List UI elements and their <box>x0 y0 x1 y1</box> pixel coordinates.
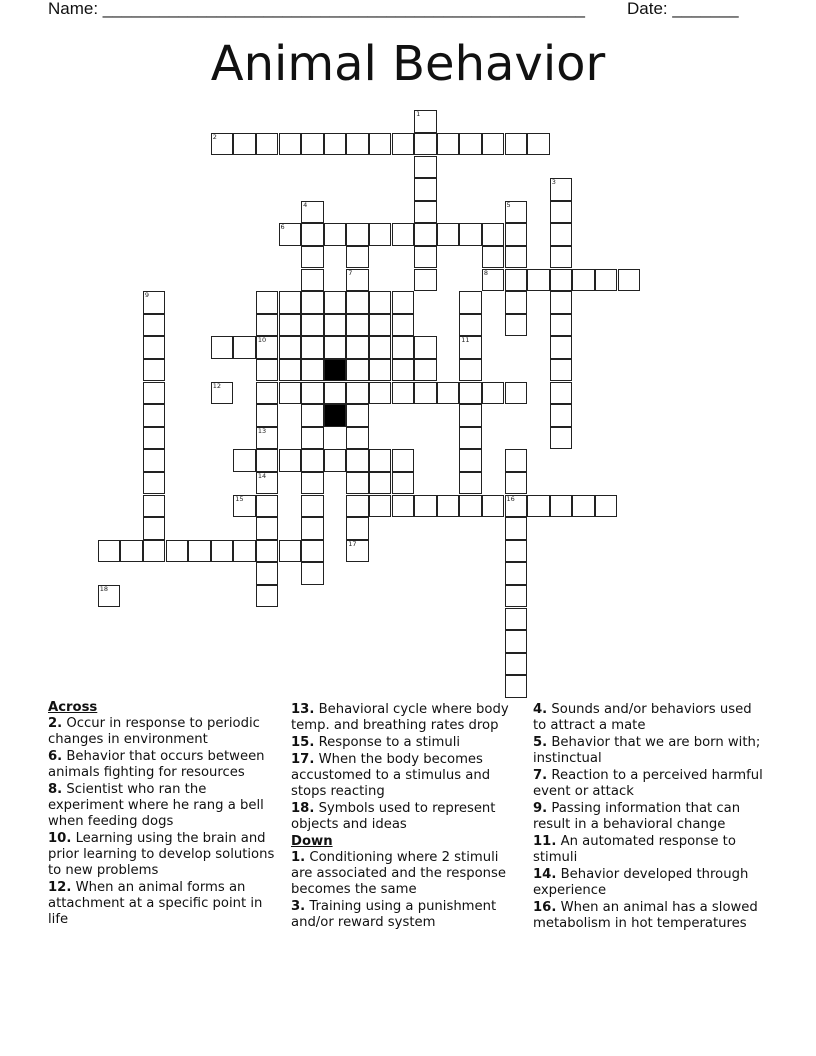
clue-number-label: 7. <box>533 768 548 783</box>
clue-number-label: 6. <box>48 749 63 764</box>
crossword-cell[interactable] <box>550 246 573 269</box>
crossword-cell[interactable] <box>301 540 324 563</box>
crossword-cell[interactable] <box>279 133 302 156</box>
crossword-cell[interactable] <box>482 269 505 292</box>
crossword-cell[interactable] <box>301 314 324 337</box>
crossword-cell[interactable] <box>346 269 369 292</box>
crossword-cell[interactable] <box>437 382 460 405</box>
clue-number-label: 15. <box>291 735 315 750</box>
clue-column-2 <box>291 702 523 932</box>
crossword-cell[interactable] <box>279 359 302 382</box>
clue-item <box>291 735 523 751</box>
clue-item <box>291 801 523 833</box>
clue-text: Passing information that can result in a behavioral change <box>533 801 741 832</box>
crossword-cell[interactable] <box>346 449 369 472</box>
crossword-cell[interactable] <box>279 314 302 337</box>
clue-number: 2 <box>212 132 217 141</box>
clue-text: Conditioning where 2 stimuli are associated and the response becomes the same <box>291 850 506 897</box>
crossword-cell[interactable] <box>324 314 347 337</box>
clue-item <box>291 850 523 898</box>
crossword-cell[interactable] <box>414 359 437 382</box>
crossword-cell[interactable] <box>505 314 528 337</box>
crossword-cell[interactable] <box>211 133 234 156</box>
crossword-cell[interactable] <box>256 495 279 518</box>
clue-item <box>533 702 765 734</box>
clue-item <box>291 702 523 734</box>
crossword-cell[interactable] <box>143 359 166 382</box>
clue-item <box>533 768 765 800</box>
clue-text: Learning using the brain and prior learning to develop solutions to new problems <box>48 831 275 878</box>
clue-item <box>533 801 765 833</box>
across-clue-list-continued <box>291 702 523 833</box>
crossword-cell[interactable] <box>505 201 528 224</box>
crossword-cell[interactable] <box>256 382 279 405</box>
clue-text: When the body becomes accustomed to a stimulus and stops reacting <box>291 752 491 799</box>
crossword-cell[interactable] <box>414 223 437 246</box>
crossword-cell[interactable] <box>392 223 415 246</box>
crossword-cell[interactable] <box>527 269 550 292</box>
crossword-cell[interactable] <box>301 291 324 314</box>
clue-number: 13 <box>257 426 267 435</box>
crossword-cell[interactable] <box>211 382 234 405</box>
crossword-cell[interactable] <box>324 359 347 382</box>
crossword-cell[interactable] <box>256 585 279 608</box>
crossword-cell[interactable] <box>301 133 324 156</box>
crossword-cell[interactable] <box>346 223 369 246</box>
crossword-cell[interactable] <box>256 472 279 495</box>
crossword-cell[interactable] <box>256 133 279 156</box>
crossword-cell[interactable] <box>279 540 302 563</box>
clue-item <box>291 752 523 800</box>
crossword-cell[interactable] <box>459 336 482 359</box>
name-line[interactable]: Name: ___________________________________________________ <box>48 0 585 18</box>
date-line[interactable]: Date: _______ <box>627 0 739 18</box>
crossword-cell[interactable] <box>369 495 392 518</box>
crossword-cell[interactable] <box>301 495 324 518</box>
clue-column-1 <box>48 700 280 929</box>
crossword-cell[interactable] <box>550 178 573 201</box>
crossword-cell[interactable] <box>392 359 415 382</box>
crossword-cell[interactable] <box>279 336 302 359</box>
crossword-cell[interactable] <box>505 472 528 495</box>
crossword-cell[interactable] <box>414 156 437 179</box>
clue-number-label: 16. <box>533 900 557 915</box>
clue-number-label: 13. <box>291 702 315 717</box>
crossword-cell[interactable] <box>233 495 256 518</box>
crossword-cell[interactable] <box>505 675 528 698</box>
crossword-cell[interactable] <box>414 178 437 201</box>
crossword-cell[interactable] <box>459 291 482 314</box>
crossword-cell[interactable] <box>505 517 528 540</box>
crossword-cell[interactable] <box>301 449 324 472</box>
crossword-cell[interactable] <box>369 223 392 246</box>
crossword-cell[interactable] <box>346 133 369 156</box>
crossword-cell[interactable] <box>143 517 166 540</box>
crossword-cell[interactable] <box>482 133 505 156</box>
clue-text: Training using a punishment and/or reward system <box>291 899 497 930</box>
crossword-cell[interactable] <box>482 223 505 246</box>
crossword-cell[interactable] <box>301 246 324 269</box>
crossword-cell[interactable] <box>279 223 302 246</box>
clue-number-label: 1. <box>291 850 306 865</box>
clue-number: 14 <box>257 471 267 480</box>
clue-item <box>48 782 280 830</box>
crossword-cell[interactable] <box>324 449 347 472</box>
clue-number: 7 <box>348 268 353 277</box>
clue-text: Sounds and/or behaviors used to attract a mate <box>533 702 752 733</box>
crossword-cell[interactable] <box>346 427 369 450</box>
crossword-cell[interactable] <box>505 608 528 631</box>
crossword-cell[interactable] <box>505 630 528 653</box>
crossword-cell[interactable] <box>550 427 573 450</box>
clue-number-label: 5. <box>533 735 548 750</box>
crossword-cell[interactable] <box>505 223 528 246</box>
crossword-cell[interactable] <box>346 382 369 405</box>
crossword-cell[interactable] <box>572 495 595 518</box>
crossword-cell[interactable] <box>550 495 573 518</box>
clue-item <box>48 831 280 879</box>
crossword-cell[interactable] <box>256 336 279 359</box>
crossword-cell[interactable] <box>233 540 256 563</box>
crossword-cell[interactable] <box>301 562 324 585</box>
crossword-cell[interactable] <box>459 472 482 495</box>
crossword-cell[interactable] <box>459 314 482 337</box>
crossword-cell[interactable] <box>256 314 279 337</box>
crossword-cell[interactable] <box>437 495 460 518</box>
crossword-cell[interactable] <box>346 472 369 495</box>
across-clue-list <box>48 716 280 928</box>
clue-number-label: 8. <box>48 782 63 797</box>
crossword-cell[interactable] <box>346 246 369 269</box>
clue-text: An automated response to stimuli <box>533 834 736 865</box>
crossword-cell[interactable] <box>527 495 550 518</box>
crossword-cell[interactable] <box>550 382 573 405</box>
clue-text: When an animal has a slowed metabolism in hot temperatures <box>533 900 758 931</box>
crossword-cell[interactable] <box>346 495 369 518</box>
crossword-cell[interactable] <box>98 585 121 608</box>
clue-number-label: 2. <box>48 716 63 731</box>
crossword-cell[interactable] <box>550 359 573 382</box>
crossword-cell[interactable] <box>482 382 505 405</box>
crossword-cell[interactable] <box>505 269 528 292</box>
crossword-cell[interactable] <box>505 246 528 269</box>
crossword-cell[interactable] <box>143 336 166 359</box>
crossword-cell[interactable] <box>120 540 143 563</box>
crossword-cell[interactable] <box>166 540 189 563</box>
crossword-cell[interactable] <box>414 133 437 156</box>
crossword-cell[interactable] <box>211 336 234 359</box>
crossword-cell[interactable] <box>459 427 482 450</box>
crossword-cell[interactable] <box>324 291 347 314</box>
crossword-cell[interactable] <box>324 223 347 246</box>
clue-item <box>533 834 765 866</box>
crossword-cell[interactable] <box>143 449 166 472</box>
crossword-cell[interactable] <box>482 495 505 518</box>
crossword-cell[interactable] <box>392 495 415 518</box>
crossword-cell[interactable] <box>459 404 482 427</box>
clue-item <box>48 716 280 748</box>
crossword-cell[interactable] <box>256 404 279 427</box>
crossword-cell[interactable] <box>143 540 166 563</box>
crossword-cell[interactable] <box>143 427 166 450</box>
clue-item <box>533 735 765 767</box>
crossword-cell[interactable] <box>98 540 121 563</box>
clue-text: Symbols used to represent objects and ideas <box>291 801 496 832</box>
crossword-cell[interactable] <box>550 314 573 337</box>
crossword-cell[interactable] <box>505 291 528 314</box>
crossword-cell[interactable] <box>369 314 392 337</box>
clue-number: 16 <box>506 494 515 503</box>
crossword-cell[interactable] <box>369 133 392 156</box>
crossword-cell[interactable] <box>369 449 392 472</box>
crossword-cell[interactable] <box>346 359 369 382</box>
crossword-cell[interactable] <box>279 449 302 472</box>
crossword-cell[interactable] <box>346 517 369 540</box>
crossword-cell[interactable] <box>414 495 437 518</box>
clue-number: 15 <box>235 494 244 503</box>
crossword-cell[interactable] <box>392 449 415 472</box>
clue-text: Behavior developed through experience <box>533 867 749 898</box>
crossword-cell[interactable] <box>414 110 437 133</box>
crossword-cell[interactable] <box>437 133 460 156</box>
crossword-cell[interactable] <box>392 133 415 156</box>
crossword-cell[interactable] <box>505 382 528 405</box>
crossword-cell[interactable] <box>143 382 166 405</box>
crossword-cell[interactable] <box>324 133 347 156</box>
clue-text: Reaction to a perceived harmful event or attack <box>533 768 763 799</box>
crossword-cell[interactable] <box>369 291 392 314</box>
crossword-cell[interactable] <box>256 291 279 314</box>
clue-number-label: 9. <box>533 801 548 816</box>
crossword-cell[interactable] <box>437 223 460 246</box>
crossword-cell[interactable] <box>618 269 641 292</box>
crossword-cell[interactable] <box>550 223 573 246</box>
clue-number-label: 11. <box>533 834 557 849</box>
clue-number-label: 18. <box>291 801 315 816</box>
crossword-cell[interactable] <box>459 133 482 156</box>
crossword-cell[interactable] <box>572 269 595 292</box>
crossword-cell[interactable] <box>279 382 302 405</box>
clue-item <box>533 867 765 899</box>
crossword-cell[interactable] <box>301 472 324 495</box>
crossword-cell[interactable] <box>459 223 482 246</box>
crossword-cell[interactable] <box>550 336 573 359</box>
crossword-cell[interactable] <box>301 427 324 450</box>
crossword-cell[interactable] <box>324 336 347 359</box>
crossword-cell[interactable] <box>392 382 415 405</box>
clue-number: 3 <box>551 178 556 187</box>
crossword-cell[interactable] <box>505 449 528 472</box>
crossword-cell[interactable] <box>301 404 324 427</box>
crossword-cell[interactable] <box>301 269 324 292</box>
page-title: Animal Behavior <box>210 36 606 92</box>
crossword-cell[interactable] <box>505 585 528 608</box>
crossword-cell[interactable] <box>143 495 166 518</box>
down-clue-list-continued <box>533 702 765 932</box>
crossword-cell[interactable] <box>324 382 347 405</box>
crossword-cell[interactable] <box>550 291 573 314</box>
clue-number: 10 <box>257 336 267 345</box>
down-clue-list <box>291 850 523 931</box>
crossword-cell[interactable] <box>143 472 166 495</box>
crossword-cell[interactable] <box>392 336 415 359</box>
crossword-cell[interactable] <box>346 314 369 337</box>
crossword-cell[interactable] <box>459 449 482 472</box>
crossword-cell[interactable] <box>595 269 618 292</box>
clue-text: Behavior that we are born with; instinctual <box>533 735 761 766</box>
clue-number-label: 4. <box>533 702 548 717</box>
clue-number: 8 <box>483 268 489 277</box>
clue-number: 4 <box>303 200 308 209</box>
clue-number: 18 <box>99 584 108 593</box>
crossword-cell[interactable] <box>505 495 528 518</box>
crossword-cell[interactable] <box>369 472 392 495</box>
crossword-cell[interactable] <box>392 314 415 337</box>
crossword-cell[interactable] <box>595 495 618 518</box>
crossword-cell[interactable] <box>459 495 482 518</box>
clue-text: Response to a stimuli <box>314 735 461 750</box>
crossword-cell[interactable] <box>346 291 369 314</box>
crossword-cell[interactable] <box>505 133 528 156</box>
crossword-cell[interactable] <box>301 223 324 246</box>
crossword-cell[interactable] <box>256 427 279 450</box>
clue-text: Behavior that occurs between animals fighting for resources <box>48 749 265 780</box>
crossword-cell[interactable] <box>256 359 279 382</box>
crossword-cell[interactable] <box>233 133 256 156</box>
crossword-cell[interactable] <box>414 269 437 292</box>
crossword-cell[interactable] <box>392 472 415 495</box>
crossword-cell[interactable] <box>369 336 392 359</box>
clue-number: 9 <box>144 291 150 300</box>
crossword-cell[interactable] <box>301 336 324 359</box>
clue-item <box>48 749 280 781</box>
clue-text: Occur in response to periodic changes in environment <box>48 716 260 747</box>
crossword-cell[interactable] <box>369 382 392 405</box>
clue-item <box>291 899 523 931</box>
crossword-cell[interactable] <box>369 359 392 382</box>
crossword-cell[interactable] <box>279 291 302 314</box>
clue-number-label: 12. <box>48 880 72 895</box>
clue-text: When an animal forms an attachment at a specific point in life <box>48 880 263 927</box>
clue-number-label: 14. <box>533 867 557 882</box>
clue-item <box>533 900 765 932</box>
clue-number-label: 17. <box>291 752 315 767</box>
crossword-cell[interactable] <box>233 449 256 472</box>
clue-column-3 <box>533 702 765 933</box>
crossword-cell[interactable] <box>414 382 437 405</box>
crossword-cell[interactable] <box>143 291 166 314</box>
crossword-cell[interactable] <box>414 246 437 269</box>
crossword-cell[interactable] <box>550 404 573 427</box>
clue-text: Scientist who ran the experiment where he rang a bell when feeding dogs <box>48 782 264 829</box>
crossword-cell[interactable] <box>482 246 505 269</box>
crossword-cell[interactable] <box>505 540 528 563</box>
crossword-cell[interactable] <box>301 359 324 382</box>
clue-number: 12 <box>212 381 221 390</box>
clue-number: 17 <box>348 539 357 548</box>
clue-number-label: 10. <box>48 831 72 846</box>
crossword-cell[interactable] <box>143 404 166 427</box>
crossword-cell[interactable] <box>211 540 234 563</box>
crossword-cell[interactable] <box>527 133 550 156</box>
crossword-cell[interactable] <box>301 201 324 224</box>
crossword-cell[interactable] <box>550 201 573 224</box>
crossword-cell[interactable] <box>143 314 166 337</box>
crossword-cell[interactable] <box>459 382 482 405</box>
crossword-cell[interactable] <box>392 291 415 314</box>
across-heading: Across <box>48 700 98 715</box>
crossword-block <box>324 404 347 427</box>
crossword-cell[interactable] <box>256 562 279 585</box>
clue-number: 5 <box>506 200 511 209</box>
crossword-cell[interactable] <box>301 382 324 405</box>
clue-number: 11 <box>461 336 470 345</box>
crossword-cell[interactable] <box>301 517 324 540</box>
crossword-cell[interactable] <box>505 562 528 585</box>
crossword-cell[interactable] <box>550 269 573 292</box>
crossword-cell[interactable] <box>346 404 369 427</box>
clue-number: 1 <box>416 110 421 119</box>
clue-number-label: 3. <box>291 899 306 914</box>
crossword-cell[interactable] <box>256 517 279 540</box>
crossword-cell[interactable] <box>505 653 528 676</box>
crossword-cell[interactable] <box>233 336 256 359</box>
crossword-cell[interactable] <box>414 336 437 359</box>
crossword-cell[interactable] <box>346 540 369 563</box>
crossword-cell[interactable] <box>256 449 279 472</box>
crossword-cell[interactable] <box>414 201 437 224</box>
crossword-cell[interactable] <box>256 540 279 563</box>
crossword-cell[interactable] <box>346 336 369 359</box>
clue-text: Behavioral cycle where body temp. and breathing rates drop <box>291 702 509 733</box>
crossword-cell[interactable] <box>459 359 482 382</box>
down-heading: Down <box>291 834 333 849</box>
crossword-cell[interactable] <box>188 540 211 563</box>
clue-item <box>48 880 280 928</box>
clue-number: 6 <box>280 223 285 232</box>
